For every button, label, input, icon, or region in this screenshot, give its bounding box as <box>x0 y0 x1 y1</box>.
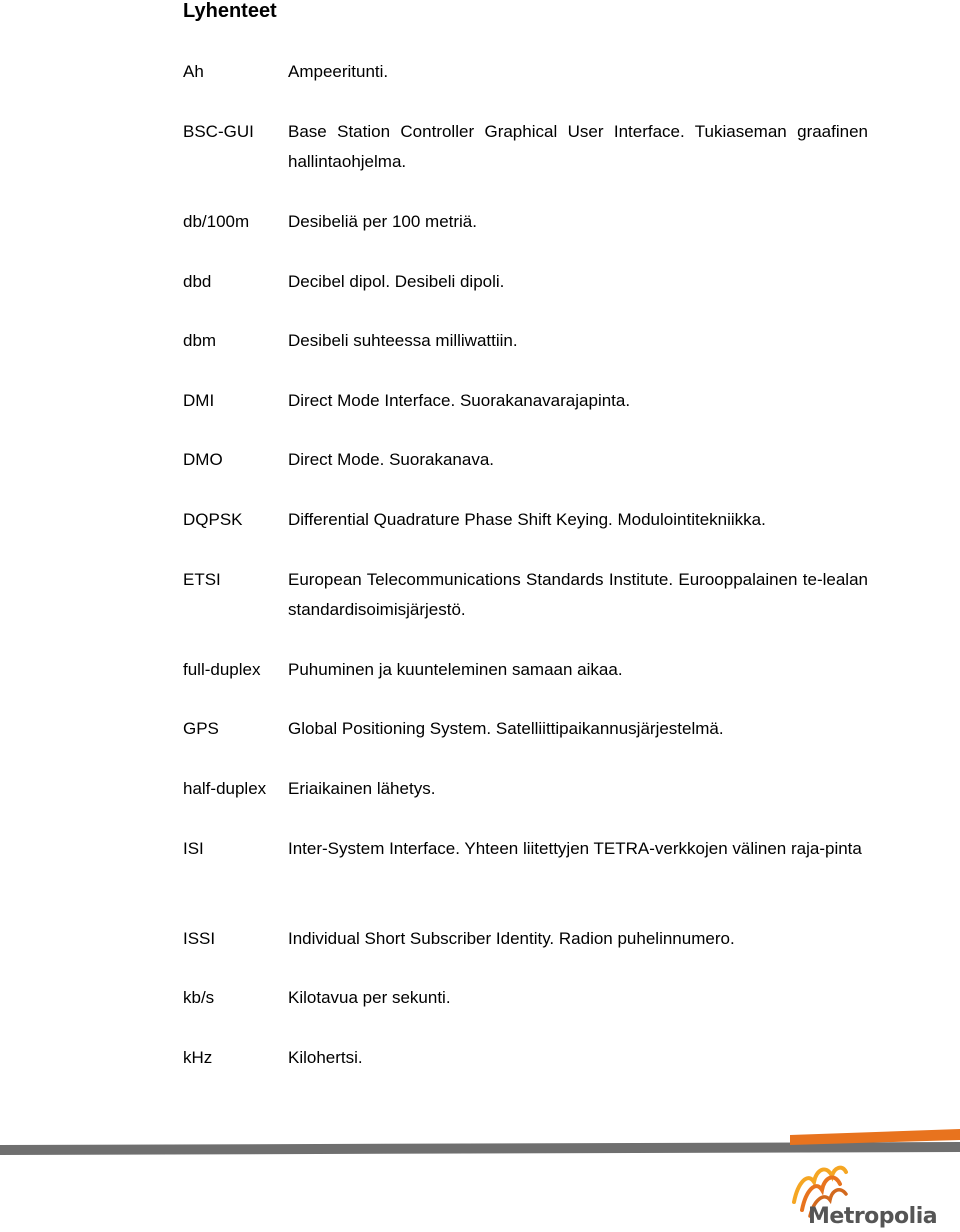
abbreviation-definition: Differential Quadrature Phase Shift Keying. Modulointitekniikka. <box>288 510 766 529</box>
abbreviation-definition: European Telecommunications Standards Institute. Eurooppalainen te-lealan standardisoimisjärjestö. <box>288 570 868 619</box>
abbreviation-term: DQPSK <box>183 510 243 529</box>
abbreviation-definition: Decibel dipol. Desibeli dipoli. <box>288 272 505 291</box>
abbreviation-term: BSC-GUI <box>183 122 254 141</box>
abbreviation-definition: Desibeliä per 100 metriä. <box>288 212 477 231</box>
abbreviation-definition: Base Station Controller Graphical User Interface. Tukiaseman graafinen hallintaohjelma. <box>288 122 868 171</box>
abbreviation-definition: Desibeli suhteessa milliwattiin. <box>288 331 518 350</box>
abbreviation-term: full-duplex <box>183 660 261 679</box>
page-title: Lyhenteet <box>183 0 277 22</box>
abbreviation-term: GPS <box>183 719 219 738</box>
abbreviation-term: Ah <box>183 62 204 81</box>
abbreviation-definition: Direct Mode Interface. Suorakanavarajapinta. <box>288 391 631 410</box>
abbreviation-definition: Ampeeritunti. <box>288 62 389 81</box>
abbreviation-term: db/100m <box>183 212 250 231</box>
abbreviation-term: DMI <box>183 391 215 410</box>
logo-wordmark: Metropolia <box>808 1204 938 1229</box>
abbreviation-term: dbm <box>183 331 217 350</box>
metropolia-logo <box>780 1160 940 1232</box>
abbreviation-term: half-duplex <box>183 779 267 798</box>
abbreviation-definition: Global Positioning System. Satelliittipaikannusjärjestelmä. <box>288 719 724 738</box>
abbreviation-definition: Kilohertsi. <box>288 1048 363 1067</box>
abbreviation-definition: Individual Short Subscriber Identity. Radion puhelinnumero. <box>288 929 735 948</box>
abbreviation-list <box>183 0 873 1100</box>
abbreviation-term: kHz <box>183 1048 213 1067</box>
abbreviation-term: DMO <box>183 450 223 469</box>
abbreviation-definition: Kilotavua per sekunti. <box>288 988 451 1007</box>
abbreviation-definition: Inter-System Interface. Yhteen liitettyjen TETRA-verkkojen välinen raja-pinta <box>288 839 862 858</box>
abbreviation-definition: Eriaikainen lähetys. <box>288 779 436 798</box>
abbreviation-definition: Direct Mode. Suorakanava. <box>288 450 494 469</box>
abbreviation-term: dbd <box>183 272 212 291</box>
abbreviation-definition: Puhuminen ja kuunteleminen samaan aikaa. <box>288 660 623 679</box>
abbreviation-term: ETSI <box>183 570 221 589</box>
abbreviation-term: kb/s <box>183 988 215 1007</box>
abbreviation-term: ISI <box>183 839 204 858</box>
abbreviation-term: ISSI <box>183 929 216 948</box>
